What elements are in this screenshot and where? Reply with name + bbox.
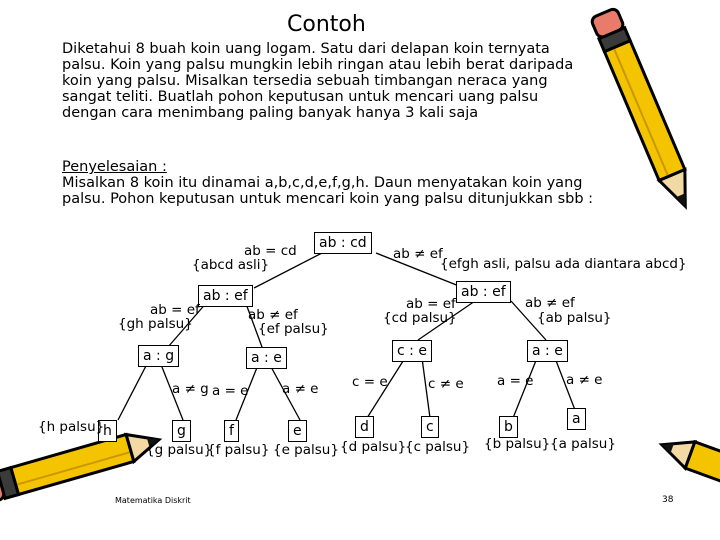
- tree-node-l2: a : g: [138, 345, 179, 367]
- solution-line: palsu. Pohon keputusan untuk mencari koin yang palsu ditunjukkan sbb :: [62, 191, 594, 207]
- solution-heading: Penyelesaian :: [62, 159, 167, 175]
- edge-label: ab = cd: [244, 243, 297, 259]
- edge-label: a ≠ g: [172, 381, 209, 397]
- footer-course-name: Matematika Diskrit: [115, 496, 191, 505]
- problem-line: koin yang palsu. Misalkan tersedia sebuah timbangan neraca yang: [62, 73, 548, 89]
- edge-note: {abcd asli}: [192, 257, 270, 273]
- tree-leaf: b: [499, 416, 518, 438]
- leaf-note: {f palsu}: [207, 442, 270, 458]
- edge-note: {gh palsu}: [118, 316, 193, 332]
- edge-note: {efgh asli, palsu ada diantara abcd}: [440, 256, 687, 272]
- edge-label: c ≠ e: [428, 376, 464, 392]
- problem-line: sangat teliti. Buatlah pohon keputusan untuk mencari uang palsu: [62, 89, 539, 105]
- solution-text: [62, 159, 593, 207]
- edge-label: c = e: [352, 374, 388, 390]
- page-number: 38: [662, 495, 674, 505]
- edge-note: {cd palsu}: [383, 310, 457, 326]
- problem-line: dengan cara menimbang paling banyak hanya 3 kali saja: [62, 105, 479, 121]
- tree-node-l2: a : e: [246, 347, 287, 369]
- edge-label: a ≠ e: [282, 381, 319, 397]
- problem-line: Diketahui 8 buah koin uang logam. Satu dari delapan koin ternyata: [62, 41, 550, 57]
- edge-label: ab ≠ ef: [393, 246, 443, 262]
- tree-node-left-l1: ab : ef: [198, 285, 253, 307]
- leaf-note: {e palsu}: [273, 442, 339, 458]
- edge-label: a ≠ e: [566, 372, 603, 388]
- edge-note: {ef palsu}: [258, 321, 329, 337]
- tree-leaf: a: [567, 408, 586, 430]
- edge-label: ab = ef: [150, 302, 200, 318]
- leaf-note: {b palsu}: [484, 436, 551, 452]
- slide-title: Contoh: [287, 12, 366, 37]
- tree-node-l2: a : e: [527, 340, 568, 362]
- tree-leaf: h: [98, 420, 117, 442]
- tree-node-l2: c : e: [392, 340, 432, 362]
- edge-label: ab = ef: [406, 296, 456, 312]
- problem-statement: [62, 41, 573, 121]
- leaf-note: {d palsu}: [340, 439, 407, 455]
- leaf-note: {a palsu}: [550, 436, 616, 452]
- edge-label: a = e: [212, 383, 249, 399]
- solution-line: Misalkan 8 koin itu dinamai a,b,c,d,e,f,g,h. Daun menyatakan koin yang: [62, 175, 583, 191]
- leaf-note: {c palsu}: [405, 439, 471, 455]
- tree-root-node: ab : cd: [314, 232, 372, 254]
- leaf-note: {g palsu}: [146, 442, 213, 458]
- tree-leaf: e: [288, 420, 307, 442]
- edge-note: {ab palsu}: [537, 310, 612, 326]
- tree-leaf: d: [355, 416, 374, 438]
- leaf-note: {h palsu}: [38, 419, 105, 435]
- tree-leaf: c: [421, 416, 439, 438]
- tree-node-right-l1: ab : ef: [456, 281, 511, 303]
- problem-line: palsu. Koin yang palsu mungkin lebih ringan atau lebih berat daripada: [62, 57, 574, 73]
- edge-label: ab ≠ ef: [525, 295, 575, 311]
- edge-label: ab ≠ ef: [248, 307, 298, 323]
- edge-label: a = e: [497, 373, 534, 389]
- tree-leaf: f: [224, 420, 239, 442]
- tree-leaf: g: [172, 420, 191, 442]
